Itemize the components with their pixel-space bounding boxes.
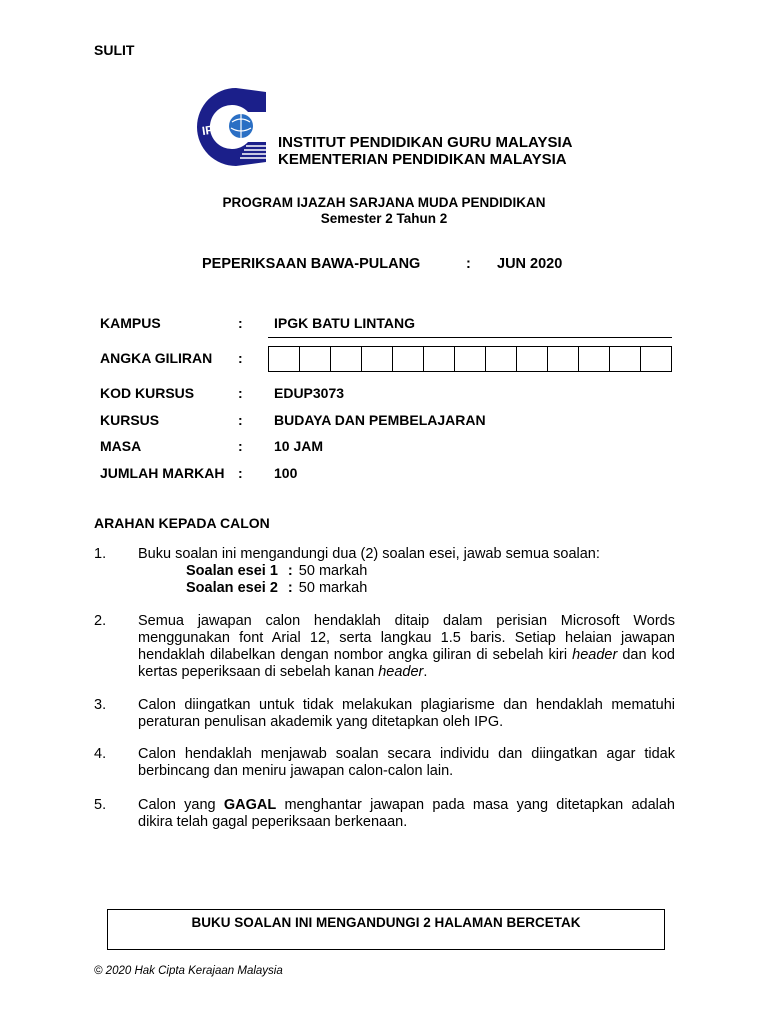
program-title: PROGRAM IJAZAH SARJANA MUDA PENDIDIKAN bbox=[222, 195, 546, 210]
angka-giliran-cell[interactable] bbox=[486, 347, 517, 371]
program-block bbox=[0, 195, 768, 227]
kampus-underline bbox=[268, 337, 672, 338]
soalan-esei-2-label: Soalan esei 2 bbox=[186, 580, 278, 596]
angka-giliran-cell[interactable] bbox=[393, 347, 424, 371]
exam-date: JUN 2020 bbox=[497, 256, 563, 272]
angka-giliran-cell[interactable] bbox=[548, 347, 579, 371]
angka-giliran-cell[interactable] bbox=[269, 347, 300, 371]
exam-colon: : bbox=[466, 256, 471, 272]
logo-text: IPG bbox=[201, 121, 224, 139]
kursus-label: KURSUS bbox=[100, 412, 160, 428]
institution-block bbox=[278, 134, 572, 168]
instruction-5-text: Calon yang GAGAL menghantar jawapan pada masa yang ditetapkan adalah dikira telah gagal peperiksaan berkenaan. bbox=[138, 797, 675, 830]
instruction-number: 2. bbox=[94, 613, 107, 629]
classification-label: SULIT bbox=[94, 42, 135, 58]
kampus-label: KAMPUS bbox=[100, 315, 161, 331]
ipg-logo bbox=[196, 88, 270, 166]
jumlah-markah-label: JUMLAH MARKAH bbox=[100, 465, 225, 481]
angka-giliran-cell[interactable] bbox=[300, 347, 331, 371]
angka-giliran-colon: : bbox=[238, 350, 243, 366]
soalan-esei-1-colon: : bbox=[287, 563, 293, 579]
soalan-esei-2-marks: 50 markah bbox=[298, 580, 368, 596]
soalan-esei-1-row bbox=[186, 563, 367, 580]
program-semester: Semester 2 Tahun 2 bbox=[320, 211, 448, 226]
kursus-colon: : bbox=[238, 412, 243, 428]
soalan-esei-1-marks: 50 markah bbox=[298, 563, 368, 579]
instruction-number: 4. bbox=[94, 746, 107, 762]
angka-giliran-boxes[interactable] bbox=[268, 346, 672, 372]
instruction-2-text: Semua jawapan calon hendaklah ditaip dalam perisian Microsoft Words menggunakan font Arial 12, serta langkau 1.5 baris. Setiap helaian jawapan hendaklah dilabelkan dengan nombor angka giliran di sebelah kiri header dan kod kertas peperiksaan di sebelah kanan header. bbox=[138, 613, 675, 680]
page-count-notice: BUKU SOALAN INI MENGANDUNGI 2 HALAMAN BERCETAK bbox=[107, 909, 665, 950]
masa-label: MASA bbox=[100, 438, 142, 454]
angka-giliran-cell[interactable] bbox=[517, 347, 548, 371]
kod-kursus-colon: : bbox=[238, 385, 243, 401]
soalan-esei-2-row bbox=[186, 580, 367, 597]
instruction-number: 5. bbox=[94, 797, 107, 813]
instructions-heading: ARAHAN KEPADA CALON bbox=[94, 515, 270, 531]
exam-type-label: PEPERIKSAAN BAWA-PULANG bbox=[202, 256, 421, 272]
instruction-1-text: Buku soalan ini mengandungi dua (2) soalan esei, jawab semua soalan: bbox=[138, 546, 600, 562]
jumlah-markah-colon: : bbox=[238, 465, 243, 481]
masa-value: 10 JAM bbox=[274, 438, 324, 454]
instruction-3-text: Calon diingatkan untuk tidak melakukan plagiarisme dan hendaklah mematuhi peraturan penulisan akademik yang ditetapkan oleh IPG. bbox=[138, 697, 675, 730]
soalan-esei-2-colon: : bbox=[287, 580, 293, 596]
angka-giliran-cell[interactable] bbox=[641, 347, 671, 371]
instruction-number: 3. bbox=[94, 697, 107, 713]
angka-giliran-cell[interactable] bbox=[579, 347, 610, 371]
ministry-name: KEMENTERIAN PENDIDIKAN MALAYSIA bbox=[278, 151, 567, 168]
institution-name: INSTITUT PENDIDIKAN GURU MALAYSIA bbox=[278, 134, 573, 151]
angka-giliran-cell[interactable] bbox=[362, 347, 393, 371]
kampus-colon: : bbox=[238, 315, 243, 331]
kampus-value: IPGK BATU LINTANG bbox=[274, 315, 416, 331]
angka-giliran-cell[interactable] bbox=[455, 347, 486, 371]
kursus-value: BUDAYA DAN PEMBELAJARAN bbox=[274, 412, 486, 428]
angka-giliran-cell[interactable] bbox=[331, 347, 362, 371]
angka-giliran-label: ANGKA GILIRAN bbox=[100, 350, 213, 366]
kod-kursus-value: EDUP3073 bbox=[274, 385, 345, 401]
jumlah-markah-value: 100 bbox=[274, 465, 298, 481]
kod-kursus-label: KOD KURSUS bbox=[100, 385, 195, 401]
angka-giliran-cell[interactable] bbox=[610, 347, 641, 371]
instruction-number: 1. bbox=[94, 546, 107, 562]
instruction-4-text: Calon hendaklah menjawab soalan secara individu dan diingatkan agar tidak berbincang dan meniru jawapan calon-calon lain. bbox=[138, 746, 675, 779]
copyright-notice: © 2020 Hak Cipta Kerajaan Malaysia bbox=[94, 965, 283, 977]
soalan-esei-1-label: Soalan esei 1 bbox=[186, 563, 278, 579]
masa-colon: : bbox=[238, 438, 243, 454]
angka-giliran-cell[interactable] bbox=[424, 347, 455, 371]
